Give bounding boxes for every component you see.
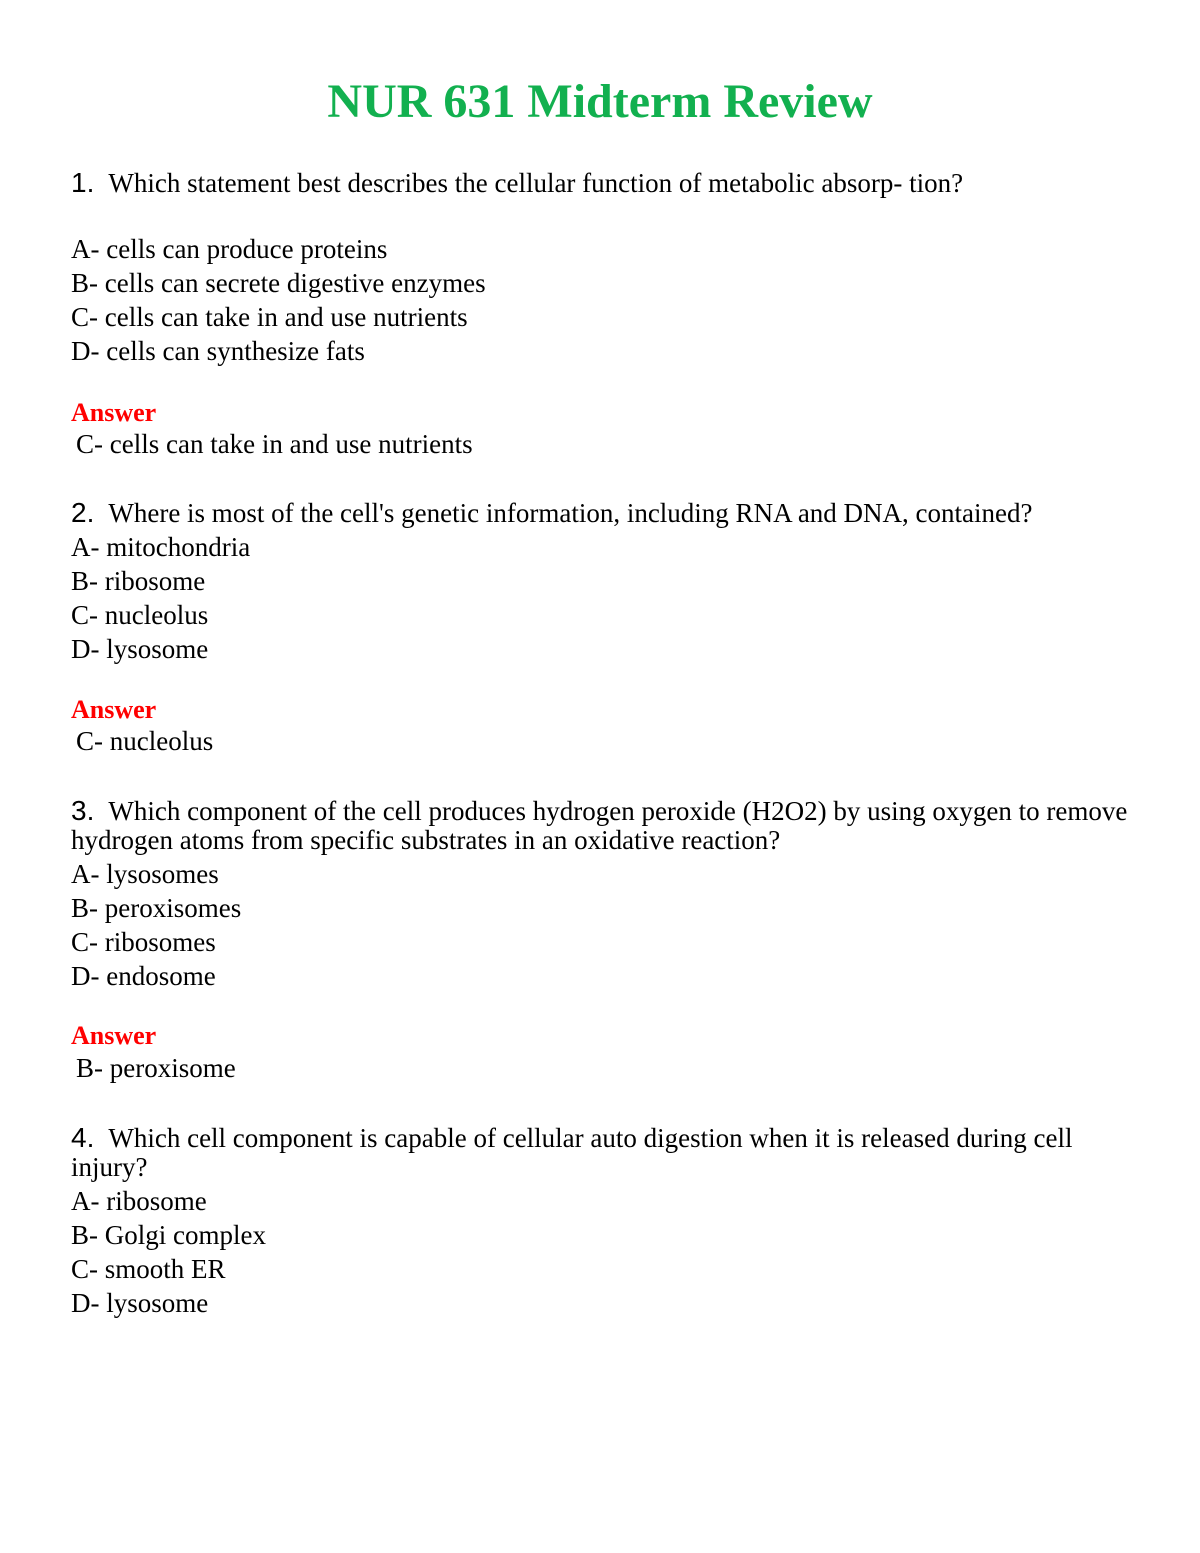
option-d: D- cells can synthesize fats xyxy=(71,336,365,366)
question-4-options xyxy=(71,1184,1131,1320)
option-c: C- smooth ER xyxy=(71,1254,226,1284)
question-text: 2. Where is most of the cell's genetic information, including RNA and DNA, contained? xyxy=(71,497,1033,528)
question-4 xyxy=(71,1123,1131,1182)
question-1-options xyxy=(71,232,1131,368)
option-a: A- cells can produce proteins xyxy=(71,234,388,264)
option-c: C- cells can take in and use nutrients xyxy=(71,302,468,332)
answer-label: Answer xyxy=(71,1021,157,1050)
question-number: 3. xyxy=(71,795,95,826)
question-text: 1. Which statement best describes the cellular function of metabolic absorp- tion? xyxy=(71,167,964,198)
question-3 xyxy=(71,796,1131,855)
option-d: D- lysosome xyxy=(71,634,209,664)
answer-label: Answer xyxy=(71,398,157,427)
answer-label: Answer xyxy=(71,695,157,724)
answer-value: C- cells can take in and use nutrients xyxy=(76,429,473,459)
option-a: A- ribosome xyxy=(71,1186,207,1216)
option-c: C- ribosomes xyxy=(71,927,216,957)
question-text: 3. Which component of the cell produces hydrogen peroxide (H2O2) by using oxygen to remove hydrogen atoms from specific substrates in an oxidative reaction? xyxy=(71,795,1128,855)
answer-value: C- nucleolus xyxy=(76,726,214,756)
question-1 xyxy=(71,168,1131,198)
question-number: 4. xyxy=(71,1122,95,1153)
option-a: A- lysosomes xyxy=(71,859,219,889)
option-a: A- mitochondria xyxy=(71,532,251,562)
option-b: B- peroxisomes xyxy=(71,893,242,923)
question-number: 1. xyxy=(71,167,95,198)
option-d: D- lysosome xyxy=(71,1288,209,1318)
question-2 xyxy=(71,498,1131,528)
question-text: 4. Which cell component is capable of cellular auto digestion when it is released during cell injury? xyxy=(71,1122,1073,1182)
page-title: NUR 631 Midterm Review xyxy=(327,75,873,128)
option-c: C- nucleolus xyxy=(71,600,209,630)
option-b: B- Golgi complex xyxy=(71,1220,266,1250)
option-d: D- endosome xyxy=(71,961,216,991)
question-2-options xyxy=(71,530,1131,666)
answer-value: B- peroxisome xyxy=(76,1053,236,1083)
question-3-options xyxy=(71,857,1131,993)
option-b: B- cells can secrete digestive enzymes xyxy=(71,268,486,298)
question-number: 2. xyxy=(71,497,95,528)
option-b: B- ribosome xyxy=(71,566,206,596)
